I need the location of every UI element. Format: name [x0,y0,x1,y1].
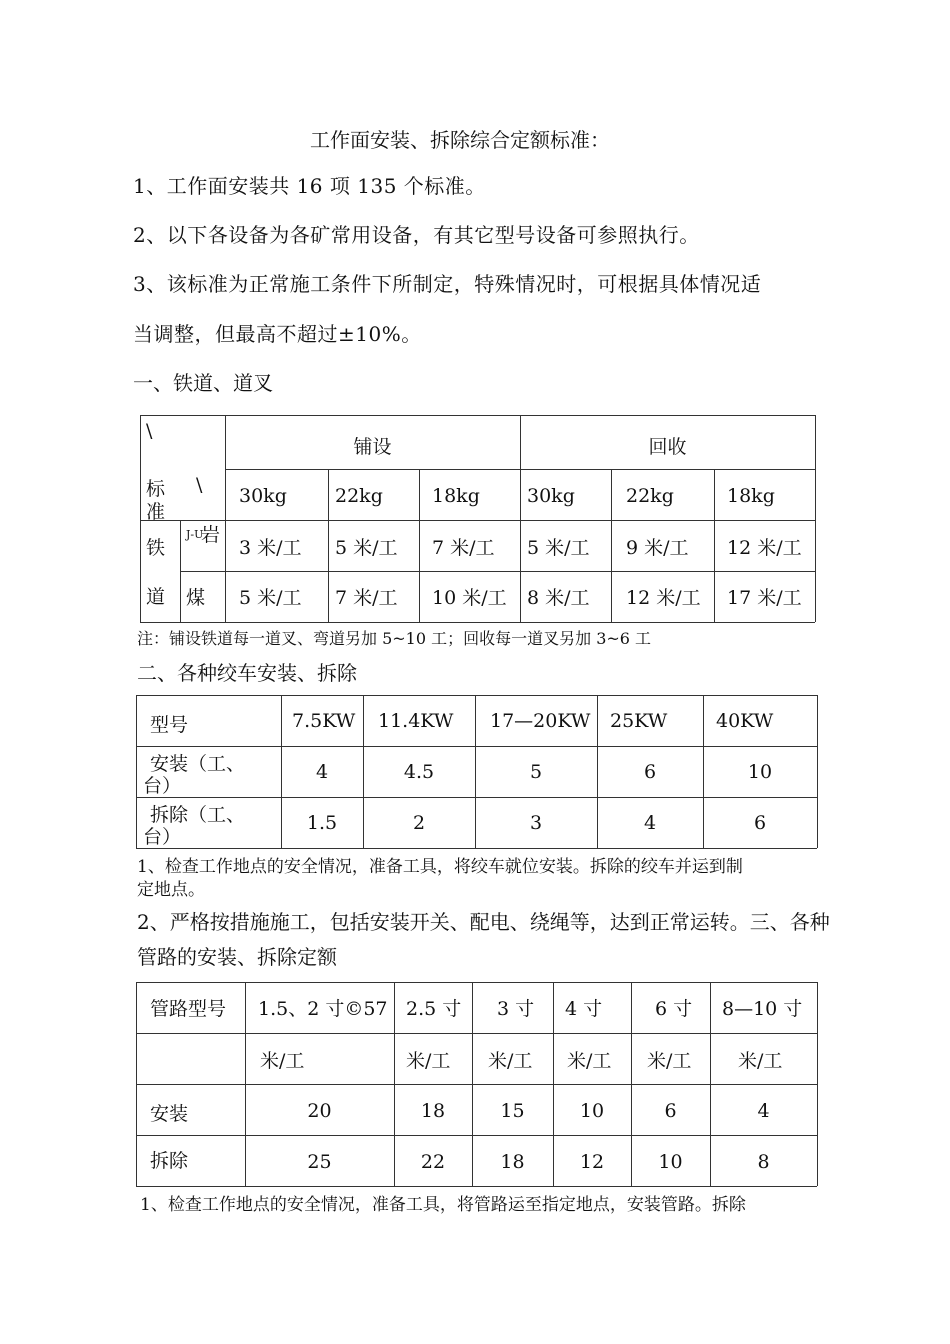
pipe-header: 4 寸 [565,998,603,1020]
corner-label-2: 准 [146,501,166,523]
table-cell: 12 米/工 [727,537,802,559]
table-cell: 4.5 [403,761,435,783]
intro-line-4: 当调整，但最高不超过±10%。 [133,322,422,346]
page-title: 工作面安装、拆除综合定额标准： [310,128,610,152]
winch-row-label: 安装（工、 [150,753,246,775]
winch-header: 25KW [610,710,668,732]
pipe-header: 6 寸 [655,998,693,1020]
pipe-row-label-remove: 拆除 [150,1150,189,1172]
table-cell: 4 [757,1100,770,1122]
table-cell: 8 米/工 [527,587,590,609]
intro-line-1: 1、工作面安装共 16 项 135 个标准。 [133,174,486,198]
row-group-label-1: 铁 [146,537,166,559]
pipe-header: 3 寸 [497,998,535,1020]
pipe-unit: 米/工 [738,1050,783,1072]
table-cell: 3 [529,812,543,834]
winch-header: 11.4KW [378,710,454,732]
table-cell: 10 米/工 [432,587,507,609]
table-cell: 5 [529,761,543,783]
row-label-small: J-U [186,528,204,541]
corner-label-1: 标 [146,478,166,500]
table-cell: 12 米/工 [626,587,701,609]
group-header-recover: 回收 [648,436,687,458]
weight-header: 18kg [432,485,480,507]
table-cell: 4 [643,812,657,834]
table-cell: 25 [307,1151,332,1173]
table-cell: 9 米/工 [626,537,689,559]
pipe-note: 1、检查工作地点的安全情况，准备工具，将管路运至指定地点，安装管路。拆除 [140,1195,746,1215]
corner-slash-2: \ [196,474,203,496]
winch-row-label: 台） [143,826,182,848]
table-cell: 10 [579,1100,605,1122]
rail-table-note: 注：铺设铁道每一道叉、弯道另加 5~10 工；回收每一道叉另加 3~6 工 [137,629,652,648]
pipe-unit: 米/工 [567,1050,612,1072]
weight-header: 30kg [239,485,287,507]
table-cell: 5 米/工 [239,587,302,609]
table-cell: 4 [315,761,329,783]
winch-note-1b: 定地点。 [137,880,205,900]
row-label-coal: 煤 [186,587,206,609]
winch-row-label: 台） [143,775,182,797]
pipe-header: 1.5、2 寸©57 [258,998,388,1020]
winch-note-2a: 2、严格按措施施工，包括安装开关、配电、绕绳等，达到正常运转。三、各种 [137,910,830,934]
section2-heading: 二、各种绞车安装、拆除 [137,661,357,685]
table-cell: 22 [420,1151,446,1173]
pipe-unit: 米/工 [647,1050,692,1072]
weight-header: 18kg [727,485,775,507]
winch-note-2b: 管路的安装、拆除定额 [137,945,337,969]
winch-note-1a: 1、检查工作地点的安全情况，准备工具，将绞车就位安装。拆除的绞车并运到制 [137,857,743,877]
table-cell: 5 米/工 [335,537,398,559]
table-cell: 6 [753,812,767,834]
table-cell: 8 [757,1151,770,1173]
winch-header: 40KW [716,710,774,732]
table-cell: 7 米/工 [432,537,495,559]
intro-line-3: 3、该标准为正常施工条件下所制定，特殊情况时，可根据具体情况适 [133,272,762,296]
winch-header-model: 型号 [150,714,189,736]
corner-slash-1: \ [146,420,153,442]
table-cell: 15 [500,1100,525,1122]
table-cell: 20 [307,1100,332,1122]
row-label-rock: 岩 [201,524,221,546]
table-cell: 6 [664,1100,677,1122]
weight-header: 22kg [335,485,383,507]
table-cell: 10 [747,761,773,783]
table-cell: 10 [658,1151,683,1173]
group-header-install: 铺设 [353,436,392,458]
table-cell: 7 米/工 [335,587,398,609]
pipe-header-model: 管路型号 [150,998,227,1020]
winch-row-label: 拆除（工、 [150,804,246,826]
table-cell: 17 米/工 [727,587,802,609]
pipe-header: 2.5 寸 [406,998,462,1020]
table-cell: 12 [579,1151,605,1173]
table-cell: 18 [500,1151,525,1173]
table-cell: 2 [412,812,426,834]
section1-heading: 一、铁道、道叉 [133,371,273,395]
pipe-unit: 米/工 [488,1050,533,1072]
weight-header: 30kg [527,485,575,507]
intro-line-2: 2、以下各设备为各矿常用设备，有其它型号设备可参照执行。 [133,223,700,247]
table-cell: 1.5 [306,812,338,834]
winch-header: 17—20KW [490,710,591,732]
table-cell: 6 [643,761,657,783]
weight-header: 22kg [626,485,674,507]
winch-header: 7.5KW [292,710,356,732]
row-group-label-2: 道 [146,586,166,608]
pipe-unit: 米/工 [406,1050,451,1072]
pipe-header: 8—10 寸 [722,998,803,1020]
table-cell: 3 米/工 [239,537,302,559]
table-cell: 18 [420,1100,446,1122]
pipe-row-label-install: 安装 [150,1103,189,1125]
pipe-unit: 米/工 [260,1050,305,1072]
table-cell: 5 米/工 [527,537,590,559]
